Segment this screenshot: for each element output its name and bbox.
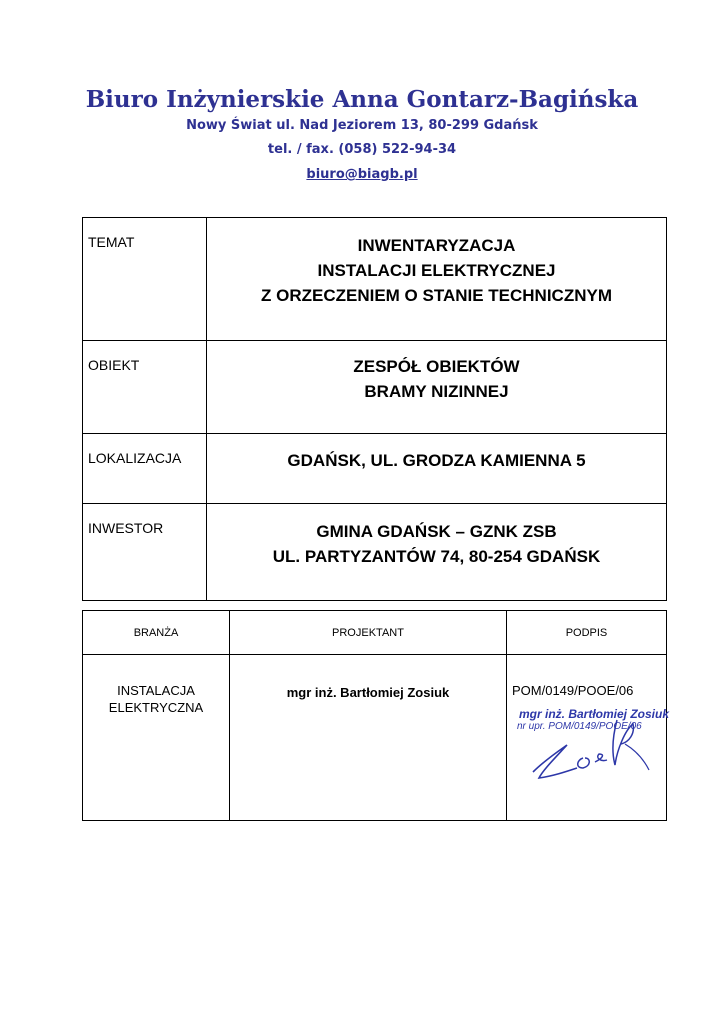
header-branza: BRANŻA (83, 611, 230, 655)
stamp-name: mgr inż. Bartłomiej Zosiuk (519, 707, 670, 721)
project-info-table (82, 217, 667, 601)
inwestor-line-2: UL. PARTYZANTÓW 74, 80-254 GDAŃSK (272, 547, 601, 566)
temat-line-3: Z ORZECZENIEM O STANIE TECHNICZNYM (260, 286, 612, 305)
temat-label: TEMAT (83, 218, 207, 341)
inwestor-value (207, 504, 667, 601)
header-podpis: PODPIS (507, 611, 667, 655)
branza-line-2: ELEKTRYCZNA (108, 700, 204, 715)
company-name: Biuro Inżynierskie Anna Gontarz-Bagińska (85, 86, 639, 113)
projektant-value: mgr inż. Bartłomiej Zosiuk (230, 655, 507, 821)
branza-line-1: INSTALACJA (117, 683, 195, 698)
temat-value (207, 218, 667, 341)
row-obiekt (83, 341, 667, 434)
signature-body-row (83, 655, 667, 821)
handwritten-signature (525, 710, 655, 785)
company-address: Nowy Świat ul. Nad Jeziorem 13, 80-299 Gdańsk (186, 118, 538, 133)
stamp-number: nr upr. POM/0149/POOE/06 (517, 721, 642, 732)
inwestor-label: INWESTOR (83, 504, 207, 601)
obiekt-label: OBIEKT (83, 341, 207, 434)
company-phone: tel. / fax. (058) 522-94-34 (267, 142, 457, 157)
lokalizacja-label: LOKALIZACJA (83, 434, 207, 504)
signature-table (82, 610, 670, 821)
row-temat (83, 218, 667, 341)
temat-line-1: INWENTARYZACJA (357, 236, 516, 255)
obiekt-value (207, 341, 667, 434)
inwestor-line-1: GMINA GDAŃSK – GZNK ZSB (316, 522, 557, 541)
obiekt-line-2: BRAMY NIZINNEJ (364, 382, 509, 401)
obiekt-line-1: ZESPÓŁ OBIEKTÓW (353, 357, 520, 376)
lokalizacja-value: GDAŃSK, UL. GRODZA KAMIENNA 5 (207, 434, 667, 504)
temat-line-2: INSTALACJI ELEKTRYCZNEJ (317, 261, 556, 280)
podpis-cell (507, 655, 670, 821)
branza-value (83, 655, 230, 821)
signature-header-row (83, 611, 667, 655)
company-email-link[interactable]: biuro@biagb.pl (306, 167, 418, 182)
podpis-number: POM/0149/POOE/06 (512, 683, 634, 698)
row-lokalizacja (83, 434, 667, 504)
row-inwestor (83, 504, 667, 601)
header-projektant: PROJEKTANT (230, 611, 507, 655)
